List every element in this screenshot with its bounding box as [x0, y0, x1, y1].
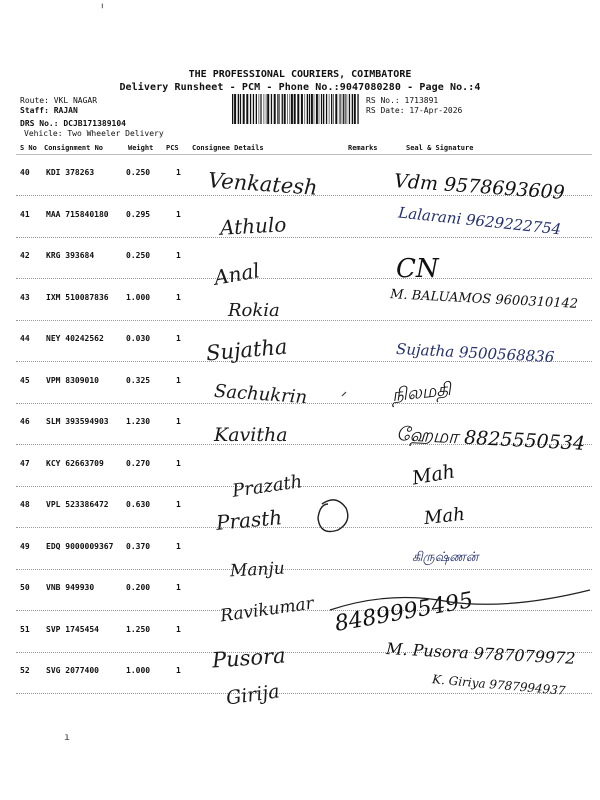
row-pcs: 1 [176, 209, 181, 219]
handwritten-remark: ஹேமா 8825550534 [395, 423, 586, 455]
scan-speck: ╹ [100, 4, 105, 13]
handwritten-name: Sujatha [205, 334, 289, 366]
row-pcs: 1 [176, 666, 181, 675]
rs-date-label: RS Date: 17-Apr-2026 [366, 106, 463, 115]
col-seal: Seal & Signature [406, 144, 474, 152]
handwritten-name: Rokia [228, 300, 280, 321]
handwritten-name: Ravikumar [219, 593, 315, 627]
row-sno: 51 [20, 624, 30, 634]
handwritten-name: Pusora [211, 643, 287, 673]
company-title: THE PROFESSIONAL COURIERS, COIMBATORE [188, 69, 412, 80]
table-row [16, 237, 592, 279]
handwritten-remark: Mah [410, 460, 457, 490]
row-consignment: VNB 949930 [46, 583, 95, 592]
row-consignment: SVP 1745454 [46, 624, 99, 634]
row-weight: 1.000 [126, 292, 151, 302]
handwritten-name: Girija [224, 680, 281, 710]
handwritten-name: Venkatesh [207, 168, 319, 200]
row-consignment: VPL 523386472 [46, 500, 109, 509]
handwritten-name: Athulo [219, 212, 287, 240]
row-pcs: 1 [176, 375, 181, 385]
runsheet-subtitle: Delivery Runsheet - PCM - Phone No.:9047080280 - Page No.:4 [119, 82, 481, 93]
handwritten-name: Prazath [230, 471, 304, 502]
row-pcs: 1 [176, 251, 181, 260]
row-weight: 0.370 [126, 541, 151, 551]
drs-label: DRS No.: DCJB171389104 [20, 119, 126, 128]
handwritten-remark: M. BALUAMOS 9600310142 [389, 287, 579, 312]
handwritten-remark: 8489995495 [332, 588, 476, 637]
row-consignment: MAA 715840180 [46, 209, 109, 219]
row-weight: 0.250 [126, 168, 151, 177]
row-pcs: 1 [176, 624, 181, 634]
col-weight: Weight [128, 144, 154, 152]
row-pcs: 1 [176, 168, 181, 177]
row-pcs: 1 [176, 292, 181, 302]
row-consignment: IXM 510087836 [46, 292, 109, 302]
row-weight: 0.200 [126, 583, 151, 592]
rs-no-label: RS No.: 1713891 [366, 96, 439, 105]
row-pcs: 1 [176, 417, 181, 426]
handwritten-name: Prasth [215, 505, 284, 535]
row-weight: 0.295 [126, 209, 151, 219]
handwritten-remark: நிலமதி [390, 378, 452, 407]
row-consignment: SLM 393594903 [46, 417, 109, 426]
row-sno: 46 [20, 417, 30, 426]
barcode [232, 94, 360, 124]
row-sno: 52 [20, 666, 30, 675]
row-consignment: VPM 8309010 [46, 375, 99, 385]
handwritten-remark: Vdm 9578693609 [393, 170, 566, 204]
col-pcs: PCS [166, 144, 179, 152]
row-sno: 49 [20, 541, 30, 551]
row-weight: 1.250 [126, 624, 151, 634]
row-sno: 44 [20, 334, 30, 343]
col-consignee: Consignee Details [192, 144, 264, 152]
handwritten-remark: M. Pusora 9787079972 [385, 639, 576, 668]
scan-mark: ı [64, 732, 71, 743]
row-weight: 1.230 [126, 417, 151, 426]
row-sno: 47 [20, 458, 30, 468]
row-weight: 0.250 [126, 251, 151, 260]
col-consignment: Consignment No [44, 144, 104, 152]
handwritten-name: Sachukrin [213, 380, 308, 409]
row-consignment: SVG 2077400 [46, 666, 99, 675]
row-sno: 45 [20, 375, 30, 385]
row-consignment: KDI 378263 [46, 168, 95, 177]
row-weight: 1.000 [126, 666, 151, 675]
handwritten-remark: K. Giriya 9787994937 [431, 672, 567, 698]
row-sno: 42 [20, 251, 30, 260]
handwritten-name: Manju [229, 558, 286, 582]
table-row [16, 528, 592, 570]
row-pcs: 1 [176, 541, 181, 551]
table-row [16, 486, 592, 528]
row-weight: 0.325 [126, 375, 151, 385]
row-consignment: KCY 62663709 [46, 458, 104, 468]
route-label: Route: VKL NAGAR [20, 96, 98, 105]
row-consignment: EDQ 9000009367 [46, 541, 114, 551]
handwritten-remark: Mah [423, 503, 466, 530]
row-weight: 0.030 [126, 334, 151, 343]
handwritten-name: Anal [212, 258, 262, 290]
row-sno: 40 [20, 168, 30, 177]
row-sno: 50 [20, 583, 30, 592]
row-pcs: 1 [176, 334, 181, 343]
staff-label: Staff: RAJAN [20, 106, 78, 115]
row-consignment: KRG 393684 [46, 251, 95, 260]
handwritten-remark: கிருஷ்ணன் [412, 550, 479, 565]
vehicle-label: Vehicle: Two Wheeler Delivery [24, 129, 164, 138]
row-weight: 0.270 [126, 458, 151, 468]
col-remarks: Remarks [348, 144, 378, 152]
row-pcs: 1 [176, 583, 181, 592]
row-sno: 41 [20, 209, 30, 219]
col-sno: S No [20, 144, 37, 152]
row-sno: 48 [20, 500, 30, 509]
handwritten-remark: Sujatha 9500568836 [395, 339, 555, 367]
row-weight: 0.630 [126, 500, 151, 509]
row-pcs: 1 [176, 458, 181, 468]
row-sno: 43 [20, 292, 30, 302]
row-pcs: 1 [176, 500, 181, 509]
row-consignment: NEY 40242562 [46, 334, 104, 343]
handwritten-name: Kavitha [214, 424, 288, 446]
handwritten-remark: Lalarani 9629222754 [397, 203, 562, 239]
handwritten-remark: CN [396, 254, 439, 284]
